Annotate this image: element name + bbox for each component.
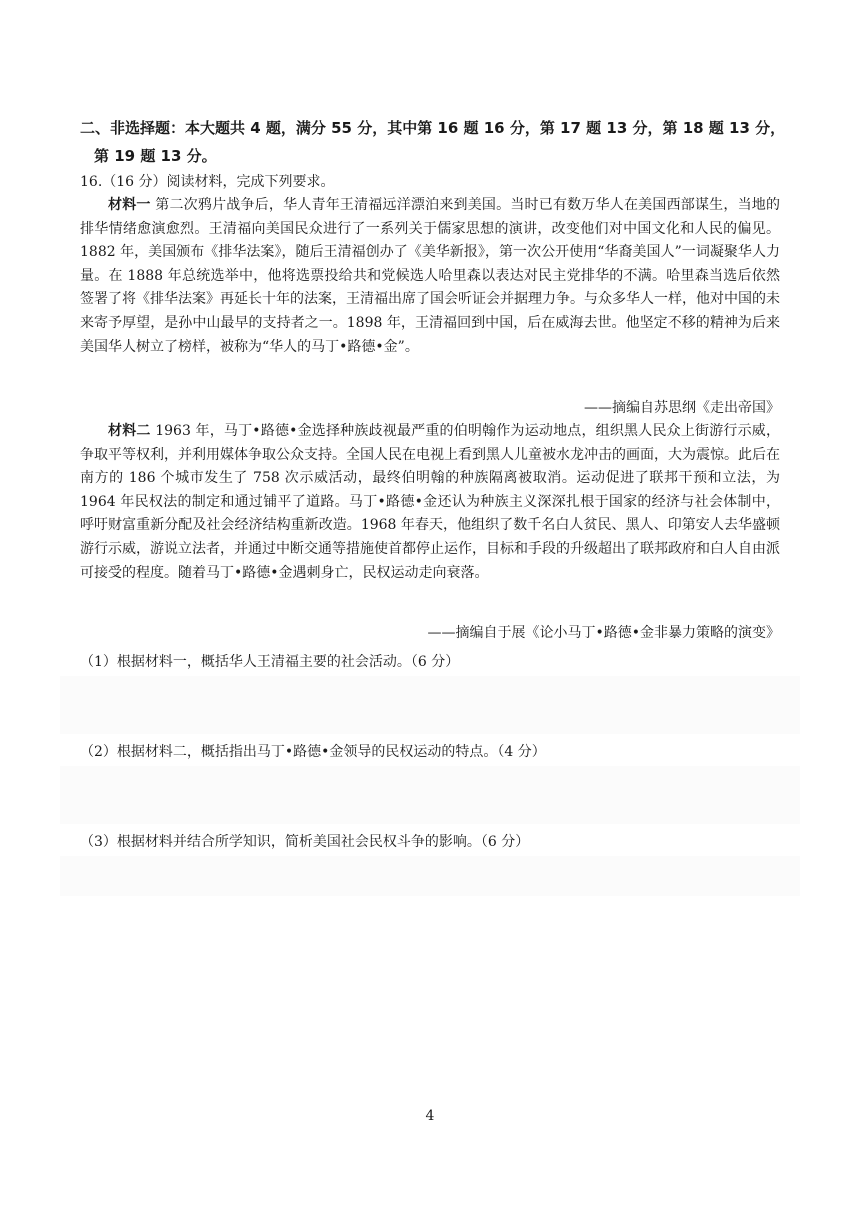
- page-number: 4: [425, 1108, 435, 1124]
- section-heading-line-2: 第 19 题 13 分。: [94, 147, 217, 165]
- answer-space-1: [60, 676, 800, 734]
- sub-question-3: （3）根据材料并结合所学知识，简析美国社会民权斗争的影响。（6 分）: [80, 834, 530, 850]
- question-16-intro: 16.（16 分）阅读材料，完成下列要求。: [80, 174, 335, 190]
- material-1-source: ——摘编自苏思纲《走出帝国》: [584, 400, 780, 416]
- material-1-label: 材料一: [108, 197, 151, 213]
- section-heading: [80, 114, 792, 170]
- material-1-text: 第二次鸦片战争后，华人青年王清福远洋漂泊来到美国。当时已有数万华人在美国西部谋生，当地的排华情绪愈演愈烈。王清福向美国民众进行了一系列关于儒家思想的演讲，改变他们对中国文化和人民的偏见。1882 年，美国颁布《排华法案》，随后王清福创办了《美华新报》，第一次公开使用“华裔美国人”一词凝聚华人力量。在 1888 年总统选举中，他将选票投给共和党候选人哈里森以表达对民主党排华的不满。哈里森当选后依然签署了将《排华法案》再延长十年的法案，王清福出席了国会听证会并据理力争。与众多华人一样，他对中国的未来寄予厚望，是孙中山最早的支持者之一。1898 年，王清福回到中国，后在威海去世。他坚定不移的精神为后来美国华人树立了榜样，被称为“华人的马丁•路德•金”。: [80, 197, 780, 355]
- material-2-label: 材料二: [108, 423, 151, 439]
- material-2: [80, 420, 780, 585]
- section-heading-line-1: 二、非选择题：本大题共 4 题，满分 55 分，其中第 16 题 16 分，第 17 题 13 分，第 18 题 13 分，: [80, 119, 786, 137]
- material-2-text: 1963 年，马丁•路德•金选择种族歧视最严重的伯明翰作为运动地点，组织黑人民众上街游行示威，争取平等权利，并利用媒体争取公众支持。全国人民在电视上看到黑人儿童被水龙冲击的画面，大为震惊。此后在南方的 186 个城市发生了 758 次示威活动，最终伯明翰的种族隔离被取消。运动促进了联邦干预和立法，为 1964 年民权法的制定和通过铺平了道路。马丁•路德•金还认为种族主义深深扎根于国家的经济与社会体制中，呼吁财富重新分配及社会经济结构重新改造。1968 年春天，他组织了数千名白人贫民、黑人、印第安人去华盛顿游行示威，游说立法者，并通过中断交通等措施使首都停止运作，目标和手段的升级超出了联邦政府和白人自由派可接受的程度。随着马丁•路德•金遇刺身亡，民权运动走向衰落。: [80, 423, 781, 581]
- answer-space-2: [60, 766, 800, 824]
- sub-question-2: （2）根据材料二，概括指出马丁•路德•金领导的民权运动的特点。（4 分）: [80, 744, 546, 760]
- material-1: [80, 194, 780, 359]
- sub-question-1: （1）根据材料一，概括华人王清福主要的社会活动。（6 分）: [80, 654, 460, 670]
- answer-space-3: [60, 856, 800, 896]
- material-2-source: ——摘编自于展《论小马丁•路德•金非暴力策略的演变》: [427, 625, 780, 641]
